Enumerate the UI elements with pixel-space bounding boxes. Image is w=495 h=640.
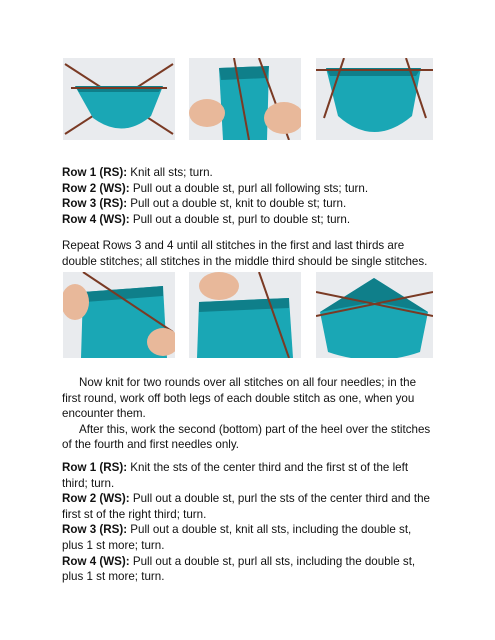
row-instruction: Row 2 (WS): Pull out a double st, purl all following sts; turn. [62,181,369,195]
row-instruction: Row 1 (RS): Knit all sts; turn. [62,166,213,179]
row-instruction: Row 2 (WS): Pull out a double st, purl the sts of the center third and the first st of the right third; turn. [62,492,430,521]
row-instruction: Row 3 (RS): Pull out a double st, knit to double st; turn. [62,197,347,211]
photo-row-top [63,58,433,140]
rows-block-2 [62,460,434,585]
row-instruction: Row 4 (WS): Pull out a double st, purl to double st; turn. [62,212,351,226]
heel-photo-hands-double-stitches [189,272,301,358]
photo-row-middle [63,272,433,358]
row-instruction: Row 4 (WS): Pull out a double st, purl all sts, including the double st, plus 1 st more; turn. [62,554,416,584]
row-instruction: Row 3 (RS): Pull out a double st, knit all sts, including the double st, plus 1 st more; turn. [62,523,412,552]
heel-photo-hands-purling [189,58,301,140]
heel-photo-completed-top [316,58,433,140]
paragraph-text: Repeat Rows 3 and 4 until all stitches in the first and last thirds are double stitches; all stitches in the middle third should be single stitches. [62,239,428,268]
heel-photo-completed-heel-turn [316,272,433,358]
repeat-paragraph [62,238,434,269]
knit-paragraphs [62,375,434,453]
paragraph-text: Now knit for two rounds over all stitches on all four needles; in the first round, work off both legs of each double stitch as one, when you encounter them. [62,376,417,421]
heel-photo-hands-left-third [63,272,175,358]
rows-block-1 [62,165,434,227]
paragraph-text: After this, work the second (bottom) part of the heel over the stitches of the fourth and first needles only. [62,422,431,452]
row-instruction: Row 1 (RS): Knit the sts of the center third and the first st of the left third; turn. [62,461,409,490]
heel-photo-needles-crossed [63,58,175,140]
